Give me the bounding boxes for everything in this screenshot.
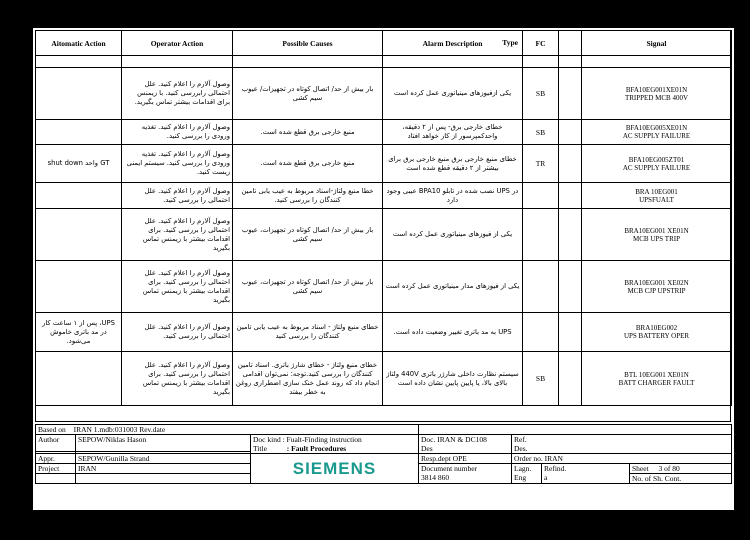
title-block	[35, 424, 732, 484]
cell-fc: SB	[523, 120, 559, 145]
doc-kind-label: Doc kind : Fualt-Finding instruction	[253, 435, 362, 444]
table-row	[36, 120, 732, 145]
cell-automatic	[36, 183, 122, 209]
doc-cell	[419, 435, 512, 454]
document-number-value: 3814 860	[421, 473, 450, 482]
cell-signal: BRA10EG001 XE01N MCB UPS TRIP	[582, 209, 732, 261]
lagn-cell	[512, 464, 542, 484]
document-number-cell	[419, 464, 512, 484]
table-row	[36, 313, 732, 352]
based-on-value: IRAN 1.mdb:031003 Rev.date	[73, 425, 166, 434]
spacer-row	[36, 56, 732, 68]
cell-operator: وصول آلارم را اعلام کنید. تغذیه ورودی را بررسی کنید. سیستم ایمنی زیست کنید.	[122, 145, 233, 183]
cell-fc: SB	[523, 352, 559, 406]
cell-alarm: در UPS نصب شده در تابلو BPA10 عیبی وجود دارد	[383, 183, 523, 209]
cell-automatic	[36, 261, 122, 313]
cell-fc: SB	[523, 68, 559, 120]
table-row	[36, 145, 732, 183]
cell-causes: خطا منبع ولتاژ-اسناد مربوط به عیب یابی تامین کنندگان را بررسی کنید.	[233, 183, 383, 209]
header-fc: FC	[523, 31, 559, 56]
cell-automatic	[36, 209, 122, 261]
cell-causes: خطای منبع ولتاژ - اسناد مربوط به عیب یابی تامین کنندگان را بررسی کنید	[233, 313, 383, 352]
table-header-row	[36, 31, 732, 56]
fault-table	[35, 30, 732, 406]
cell-automatic	[36, 120, 122, 145]
cell-automatic	[36, 352, 122, 406]
refind-label: Refind.	[544, 464, 567, 473]
no-of-sheets: No. of Sh. Cont.	[630, 474, 732, 484]
cell-operator: وصول آلارم را اعلام کنید. علل احتمالی رابررسی کنید. با زیمنس برای اقدامات بیشتر تماس بگیرید.	[122, 68, 233, 120]
lagn-value: Eng	[514, 473, 527, 482]
based-on-label: Based on	[38, 425, 66, 434]
siemens-logo: SIEMENS	[251, 454, 419, 484]
sheet-value: 3 of 80	[658, 464, 680, 473]
appr-value: SEPOW/Gunilla Strand	[76, 454, 251, 464]
cell-fc	[523, 313, 559, 352]
cell-causes: خطای منبع ولتاژ - خطای شارژ باتری. اسناد تامین کنندگان را بررسی کنید.توجه: نمی‌توان اقدامی انجام داد که روند عمل خنک سازی اضطراری روغن به خطر بیفتد	[233, 352, 383, 406]
cell-causes: بار بیش از حد/ اتصال کوتاه در تجهیزات/ عیوب سیم کشی	[233, 68, 383, 120]
resp-dept: Resp.dept OPE	[419, 454, 512, 464]
refind-cell	[542, 464, 630, 484]
sheet-label: Sheet	[632, 464, 649, 473]
cell-signal: BRA 10EG001 UPSFUALT	[582, 183, 732, 209]
cell-operator: وصول آلارم را اعلام کنید. علل احتمالی را بررسی کنید.	[122, 313, 233, 352]
appr-label: Appr.	[36, 454, 76, 464]
cell-fc	[523, 261, 559, 313]
cell-signal: BFA10EG001XE01N TRIPPED MCB 400V	[582, 68, 732, 120]
cell-causes: منبع خارجی برق قطع شده است.	[233, 145, 383, 183]
cell-fc	[523, 209, 559, 261]
sheet-cell	[630, 464, 732, 474]
table-row	[36, 352, 732, 406]
order-no: Order no. IRAN	[512, 454, 732, 464]
header-operator-action: Operator Action	[122, 31, 233, 56]
author-label: Author	[36, 435, 76, 452]
doc-label: Doc. IRAN & DC108	[421, 435, 487, 444]
table-row	[36, 183, 732, 209]
header-type: Type	[502, 38, 518, 47]
table-row	[36, 68, 732, 120]
refind-value: a	[544, 473, 548, 482]
header-signal: Signal	[582, 31, 732, 56]
header-possible-causes: Possible Causes	[233, 31, 383, 56]
title-label: Title	[253, 444, 267, 453]
cell-signal: BTL 10EG001 XE01N BATT CHARGER FAULT	[582, 352, 732, 406]
cell-automatic	[36, 68, 122, 120]
header-alarm-description	[383, 31, 523, 56]
cell-fc: TR	[523, 145, 559, 183]
header-blank	[559, 31, 582, 56]
des-label: Des	[421, 444, 433, 453]
ref-des: Des.	[514, 444, 528, 453]
table-row	[36, 261, 732, 313]
cell-signal: BRA10EG001 XE02N MCB CJP UPSTRIP	[582, 261, 732, 313]
ref-cell	[512, 435, 732, 454]
cell-causes: بار بیش از حد/ اتصال کوتاه در تجهیزات، عیوب سیم کشی	[233, 209, 383, 261]
project-value: IRAN	[76, 464, 251, 474]
document-number-label: Document number	[421, 464, 478, 473]
document-page	[33, 28, 734, 510]
cell-operator: وصول آلارم را اعلام کنید. علل احتمالی را بررسی کنید.	[122, 183, 233, 209]
cell-alarm: یکی از فیوزهای مدار مینیاتوری عمل کرده است	[383, 261, 523, 313]
cell-automatic: GT واحد shut down	[36, 145, 122, 183]
cell-operator: وصول آلارم را اعلام کنید. تغذیه ورودی را بررسی کنید.	[122, 120, 233, 145]
cell-causes: منبع خارجی برق قطع شده است.	[233, 120, 383, 145]
cell-alarm: یکی ازفیوزهای مینیاتوری عمل کرده است	[383, 68, 523, 120]
footer-row-based-on	[36, 425, 732, 435]
cell-causes: بار بیش از حد/ اتصال کوتاه در تجهیزات، عیوب سیم کشی	[233, 261, 383, 313]
header-alarm-label: Alarm Description	[422, 38, 483, 48]
cell-signal: BRA10EG002 UPS BATTERY OPER	[582, 313, 732, 352]
doc-kind-cell	[251, 435, 419, 454]
cell-signal: BFA10EG005ZT01 AC SUPPLY FAILURE	[582, 145, 732, 183]
author-value: SEPOW/Niklas Hason	[76, 435, 251, 452]
cell-operator: وصول آلارم را اعلام کنید. علل احتمالی را بررسی کنید. برای اقدامات بیشتر با زیمنس تماس بگیرید	[122, 261, 233, 313]
table-row	[36, 209, 732, 261]
cell-automatic: UPS، پس از ۱ ساعت کار در مد باتری خاموش می‌شود.	[36, 313, 122, 352]
cell-alarm: خطای منبع خارجی برق منبع خارجی برق برای بیشتر از ۲ دقیقه قطع شده است	[383, 145, 523, 183]
cell-alarm: سیستم نظارت داخلی شارژر باتری 440V ولتاژ بالای بالا، یا پایین پایین نشان داده است	[383, 352, 523, 406]
cell-fc	[523, 183, 559, 209]
title-value: : Fault Procedures	[286, 444, 347, 453]
cell-alarm: خطای خارجی برق- پس از ۲ دقیقه، واحدکمپرسور از کار خواهد افتاد	[383, 120, 523, 145]
ref-label: Ref.	[514, 435, 527, 444]
cell-signal: BFA10EG005XE01N AC SUPPLY FAILURE	[582, 120, 732, 145]
header-automatic-action: Aitomatic Action	[36, 31, 122, 56]
lagn-label: Lagn.	[514, 464, 532, 473]
footer-row-appr	[36, 454, 732, 464]
cell-operator: وصول آلارم را اعلام کنید. علل احتمالی را بررسی کنید. برای اقدامات بیشتر با زیمنس تماس بگیرید	[122, 209, 233, 261]
footer-row-author	[36, 435, 732, 452]
cell-alarm: یکی از فیوزهای مینیاتوری عمل کرده است	[383, 209, 523, 261]
cell-operator: وصول آلارم را اعلام کنید. علل احتمالی را بررسی کنید. برای اقدامات بیشتر با زیمنس تماس بگیرید	[122, 352, 233, 406]
cell-alarm: UPS به مد باتری تغییر وضعیت داده است.	[383, 313, 523, 352]
project-label: Project	[36, 464, 76, 474]
